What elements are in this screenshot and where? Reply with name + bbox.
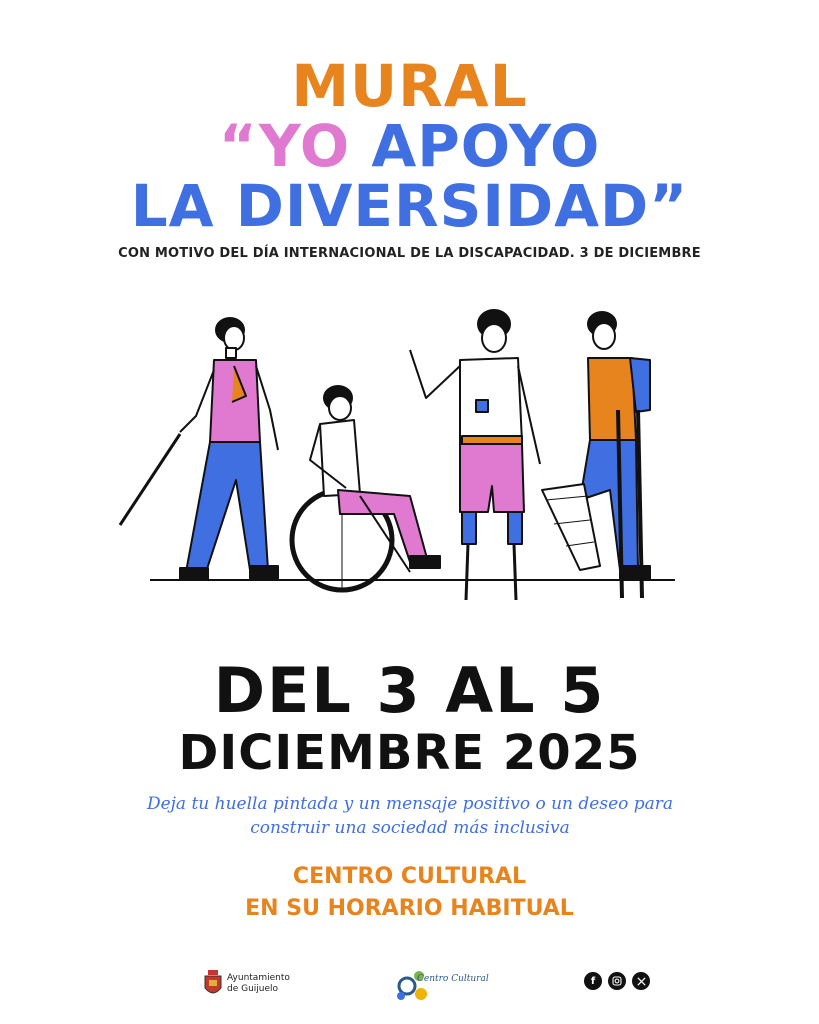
message <box>120 792 700 840</box>
x-icon[interactable] <box>632 972 650 990</box>
title-la-diversidad: LA DIVERSIDAD” <box>130 172 689 240</box>
coat-of-arms-icon <box>204 970 222 998</box>
ayuntamiento-name <box>227 973 290 995</box>
facebook-icon[interactable]: f <box>584 972 602 990</box>
dates-month-year: DICIEMBRE 2025 <box>178 725 641 781</box>
title-yo-apoyo <box>0 112 819 180</box>
subtitle: CON MOTIVO DEL DÍA INTERNACIONAL DE LA DISCAPACIDAD. 3 DE DICIEMBRE <box>118 246 701 261</box>
instagram-icon[interactable] <box>608 972 626 990</box>
title-mural: MURAL <box>291 52 528 120</box>
message-line-2: construir una sociedad más inclusiva <box>250 818 570 838</box>
org-line-1: Ayuntamiento <box>227 973 290 983</box>
person-in-wheelchair <box>292 386 440 590</box>
org-line-2: de Guijuelo <box>227 984 279 994</box>
centro-cultural-icon <box>393 962 463 1006</box>
person-with-cane <box>120 318 278 580</box>
dates-range: DEL 3 AL 5 <box>213 654 606 727</box>
diversity-illustration <box>110 300 710 620</box>
place-line-1: CENTRO CULTURAL <box>292 864 527 889</box>
message-line-1: Deja tu huella pintada y un mensaje positivo o un deseo para <box>146 794 674 814</box>
social-icons <box>584 972 650 990</box>
place-line-2: EN SU HORARIO HABITUAL <box>245 896 574 921</box>
title-apoyo: APOYO <box>371 112 601 180</box>
title-yo: “YO <box>218 112 351 180</box>
centro-cultural-logo-text: Centro Cultural <box>417 974 489 984</box>
centro-cultural-logo <box>393 962 489 1006</box>
ayuntamiento-logo <box>204 966 290 1002</box>
person-with-crutches <box>542 312 650 598</box>
